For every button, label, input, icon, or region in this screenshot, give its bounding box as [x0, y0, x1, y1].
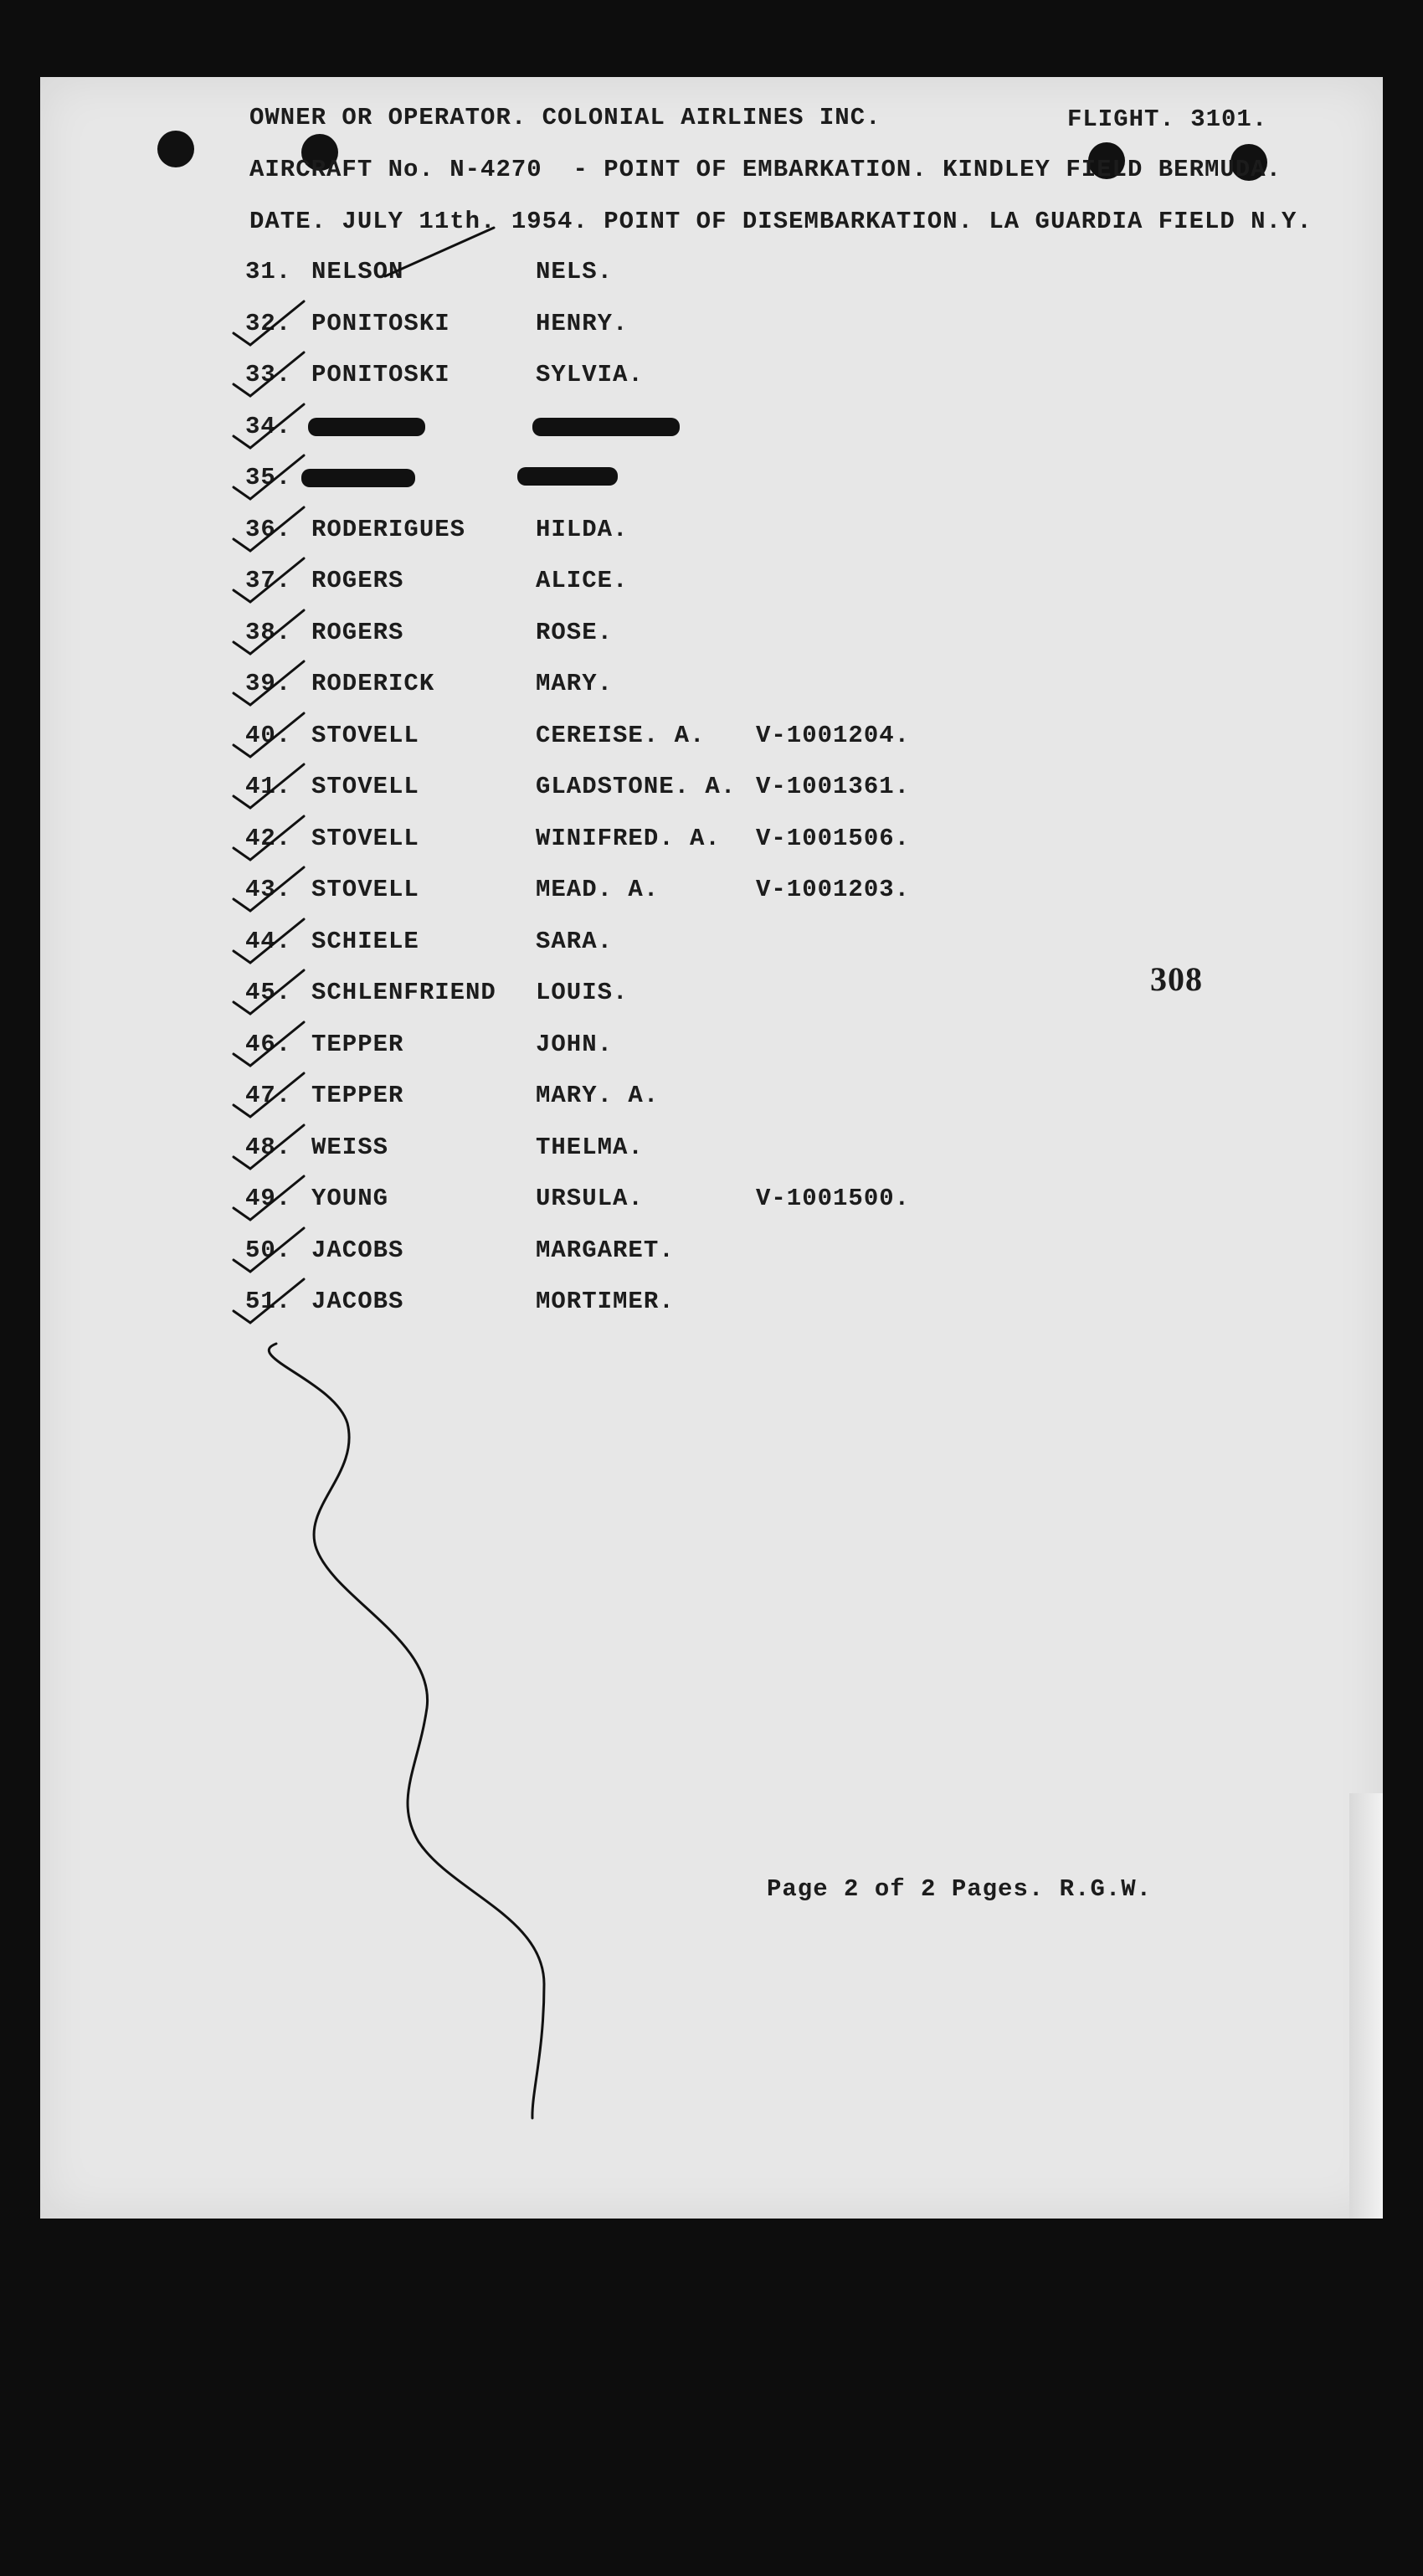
row-number: 39. — [245, 670, 292, 697]
row-number: 34. — [245, 413, 292, 440]
passenger-given-name: THELMA. — [536, 1134, 644, 1161]
row-number: 49. — [245, 1185, 292, 1212]
passenger-surname: STOVELL — [311, 722, 419, 749]
row-number: 36. — [245, 516, 292, 543]
row-number: 46. — [245, 1031, 292, 1058]
passenger-given-name: MEAD. A. — [536, 876, 660, 903]
passenger-given-name: URSULA. — [536, 1185, 644, 1212]
passenger-surname: TEPPER — [311, 1031, 404, 1058]
passenger-given-name: NELS. — [536, 258, 614, 285]
passenger-surname: TEPPER — [311, 1082, 404, 1109]
passenger-given-name: MARY. A. — [536, 1082, 660, 1109]
owner-operator-line: OWNER OR OPERATOR. COLONIAL AIRLINES INC. — [249, 104, 881, 131]
row-number: 42. — [245, 825, 292, 852]
passenger-given-name: GLADSTONE. A. — [536, 773, 737, 800]
row-number: 47. — [245, 1082, 292, 1109]
passenger-given-name: CEREISE. A. — [536, 722, 706, 749]
passenger-given-name: JOHN. — [536, 1031, 614, 1058]
passenger-surname: WEISS — [311, 1134, 389, 1161]
row-number: 40. — [245, 722, 292, 749]
redacted-given-name — [532, 418, 680, 436]
row-number: 48. — [245, 1134, 292, 1161]
passenger-given-name: MORTIMER. — [536, 1288, 675, 1315]
row-number: 32. — [245, 310, 292, 337]
passenger-given-name: HILDA. — [536, 516, 629, 543]
row-number: 50. — [245, 1237, 292, 1264]
visa-number: V-1001361. — [756, 773, 911, 800]
passenger-given-name: MARY. — [536, 670, 614, 697]
passenger-surname: STOVELL — [311, 825, 419, 852]
row-number: 33. — [245, 361, 292, 388]
visa-number: V-1001203. — [756, 876, 911, 903]
passenger-surname: ROGERS — [311, 619, 404, 646]
row-number: 37. — [245, 567, 292, 594]
passenger-surname: PONITOSKI — [311, 310, 450, 337]
redacted-surname — [308, 418, 425, 436]
passenger-surname: JACOBS — [311, 1288, 404, 1315]
aircraft-embarkation-line: AIRCRAFT No. N-4270 - POINT OF EMBARKATION. KINDLEY FIELD BERMUDA. — [249, 156, 1282, 183]
passenger-given-name: MARGARET. — [536, 1237, 675, 1264]
row-number: 44. — [245, 928, 292, 955]
row-number: 51. — [245, 1288, 292, 1315]
passenger-surname: SCHIELE — [311, 928, 419, 955]
passenger-surname: NELSON — [311, 258, 404, 285]
row-number: 38. — [245, 619, 292, 646]
date-disembarkation-line: DATE. JULY 11th. 1954. POINT OF DISEMBARKATION. LA GUARDIA FIELD N.Y. — [249, 208, 1313, 235]
row-number: 31. — [245, 258, 292, 285]
passenger-given-name: HENRY. — [536, 310, 629, 337]
passenger-surname: RODERICK — [311, 670, 435, 697]
page-number-stamp: 308 — [1150, 960, 1203, 998]
passenger-surname: PONITOSKI — [311, 361, 450, 388]
flight-number: FLIGHT. 3101. — [1067, 105, 1268, 133]
passenger-surname: STOVELL — [311, 773, 419, 800]
passenger-surname: JACOBS — [311, 1237, 404, 1264]
passenger-given-name: WINIFRED. A. — [536, 825, 721, 852]
passenger-surname: YOUNG — [311, 1185, 389, 1212]
redacted-given-name — [517, 467, 618, 486]
paper-fold — [1349, 1793, 1383, 2219]
redacted-surname — [301, 469, 415, 487]
passenger-given-name: SARA. — [536, 928, 614, 955]
passenger-surname: ROGERS — [311, 567, 404, 594]
row-number: 45. — [245, 979, 292, 1006]
visa-number: V-1001204. — [756, 722, 911, 749]
row-number: 35. — [245, 464, 292, 491]
passenger-given-name: ALICE. — [536, 567, 629, 594]
page-footer: Page 2 of 2 Pages. R.G.W. — [767, 1875, 1153, 1903]
passenger-surname: STOVELL — [311, 876, 419, 903]
row-number: 41. — [245, 773, 292, 800]
passenger-given-name: SYLVIA. — [536, 361, 644, 388]
visa-number: V-1001500. — [756, 1185, 911, 1212]
passenger-surname: RODERIGUES — [311, 516, 466, 543]
passenger-given-name: LOUIS. — [536, 979, 629, 1006]
visa-number: V-1001506. — [756, 825, 911, 852]
row-number: 43. — [245, 876, 292, 903]
passenger-surname: SCHLENFRIEND — [311, 979, 496, 1006]
punch-hole-left — [157, 131, 194, 167]
manifest-sheet — [40, 77, 1383, 2219]
passenger-given-name: ROSE. — [536, 619, 614, 646]
